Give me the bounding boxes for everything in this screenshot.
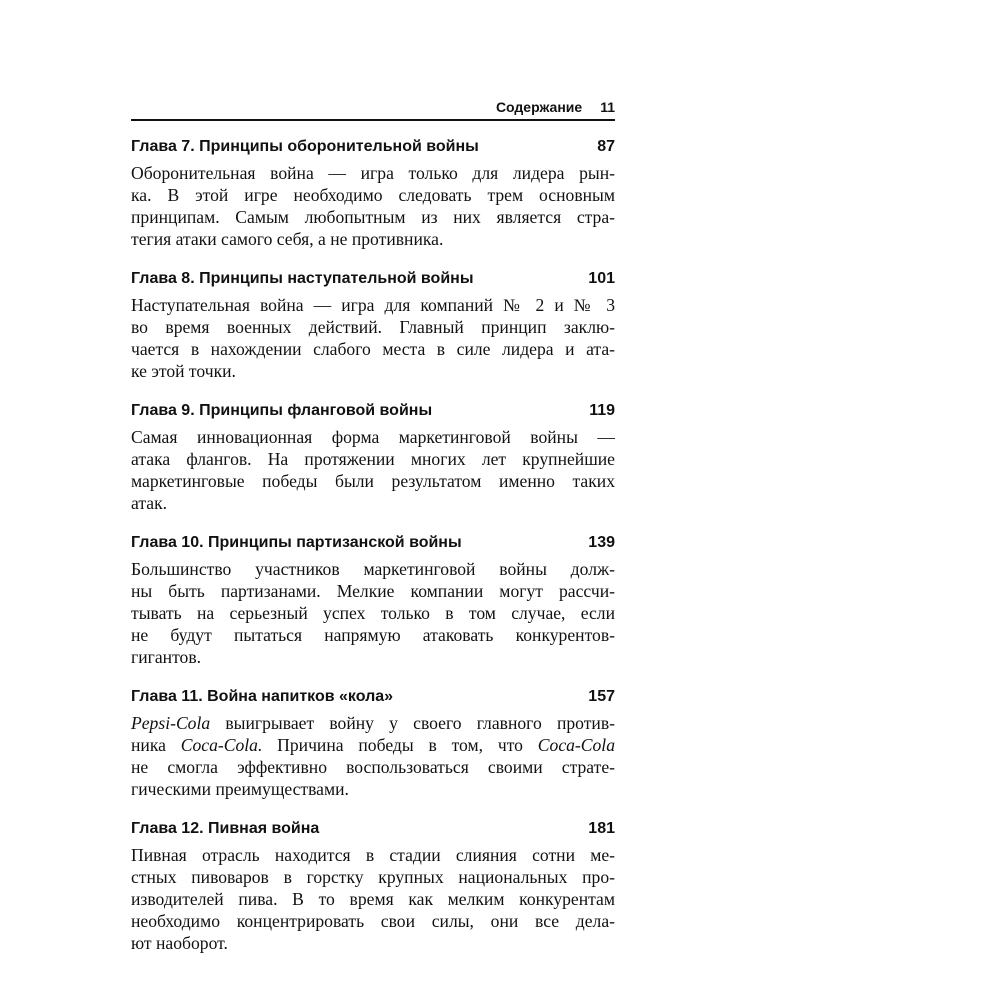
summary-line: тывать на серьезный успех только в том случае, если bbox=[131, 603, 615, 623]
summary-line: ка. В этой игре необходимо следовать трем основным bbox=[131, 185, 615, 205]
summary-line bbox=[131, 734, 615, 756]
summary-line: гигантов. bbox=[131, 647, 202, 667]
toc-entry-chapter-8 bbox=[131, 266, 615, 382]
summary-line: маркетинговые победы были результатом именно таких bbox=[131, 471, 615, 491]
chapter-title: Глава 9. Принципы фланговой войны bbox=[131, 402, 433, 419]
chapter-page: 139 bbox=[588, 534, 615, 551]
toc-entry-chapter-12 bbox=[131, 816, 615, 954]
chapter-title: Глава 10. Принципы партизанской войны bbox=[131, 534, 462, 551]
summary-line: стных пивоваров в горстку крупных национальных про- bbox=[131, 867, 615, 887]
summary-line: атак. bbox=[131, 493, 168, 513]
summary-line: Пивная отрасль находится в стадии слияния сотни ме- bbox=[131, 845, 615, 865]
header-rule bbox=[131, 119, 615, 121]
summary-line: Большинство участников маркетинговой войны долж- bbox=[131, 559, 615, 579]
toc-entry-heading bbox=[131, 266, 615, 292]
summary-line: чается в нахождении слабого места в силе лидера и ата- bbox=[131, 339, 615, 359]
chapter-summary bbox=[131, 162, 615, 250]
chapter-page: 119 bbox=[589, 402, 615, 419]
toc-entry-heading bbox=[131, 816, 615, 842]
brand-name-coca-cola: Coca-Cola bbox=[537, 735, 615, 755]
toc-entry-heading bbox=[131, 530, 615, 556]
summary-line: ют наоборот. bbox=[131, 933, 228, 953]
chapter-summary bbox=[131, 844, 615, 954]
chapter-summary bbox=[131, 558, 615, 668]
toc-entry-chapter-10 bbox=[131, 530, 615, 668]
toc-entry-chapter-9 bbox=[131, 398, 615, 514]
chapter-page: 87 bbox=[597, 138, 615, 155]
summary-line: Оборонительная война — игра только для лидера рын- bbox=[131, 163, 615, 183]
summary-line: ны быть партизанами. Мелкие компании могут рассчи- bbox=[131, 581, 615, 601]
chapter-page: 181 bbox=[588, 820, 615, 837]
chapter-summary bbox=[131, 712, 615, 800]
summary-text: Причина победы в том, что bbox=[262, 735, 538, 755]
summary-line: не будут пытаться напрямую атаковать конкурентов- bbox=[131, 625, 615, 645]
toc-entry-heading bbox=[131, 398, 615, 424]
toc-entry-heading bbox=[131, 134, 615, 160]
chapter-title: Глава 7. Принципы оборонительной войны bbox=[131, 138, 479, 155]
toc-entry-chapter-11 bbox=[131, 684, 615, 800]
summary-line: во время военных действий. Главный принцип заклю- bbox=[131, 317, 615, 337]
summary-line bbox=[131, 712, 615, 734]
chapter-summary bbox=[131, 294, 615, 382]
summary-line: тегия атаки самого себя, а не противника. bbox=[131, 229, 444, 249]
summary-line: необходимо концентрировать свои силы, они все дела- bbox=[131, 911, 615, 931]
summary-line: Самая инновационная форма маркетинговой войны — bbox=[131, 427, 615, 447]
summary-line: не смогла эффективно воспользоваться своими страте- bbox=[131, 757, 615, 777]
chapter-page: 157 bbox=[588, 688, 615, 705]
summary-line: изводителей пива. В то время как мелким конкурентам bbox=[131, 889, 615, 909]
table-of-contents bbox=[131, 134, 615, 954]
chapter-summary bbox=[131, 426, 615, 514]
summary-line: атака флангов. На протяжении многих лет крупнейшие bbox=[131, 449, 615, 469]
brand-name-coca-cola: Coca-Cola. bbox=[180, 735, 263, 755]
toc-entry-heading bbox=[131, 684, 615, 710]
summary-line: принципам. Самым любопытным из них является стра- bbox=[131, 207, 615, 227]
summary-line: ке этой точки. bbox=[131, 361, 236, 381]
chapter-title: Глава 12. Пивная война bbox=[131, 820, 320, 837]
summary-line: гическими преимуществами. bbox=[131, 779, 349, 799]
chapter-title: Глава 8. Принципы наступательной войны bbox=[131, 270, 474, 287]
chapter-page: 101 bbox=[588, 270, 615, 287]
toc-entry-chapter-7 bbox=[131, 134, 615, 250]
summary-line: Наступательная война — игра для компаний № 2 и № 3 bbox=[131, 295, 615, 315]
summary-text: ника bbox=[131, 735, 181, 755]
summary-text: выигрывает войну у своего главного против- bbox=[210, 713, 615, 733]
chapter-title: Глава 11. Война напитков «кола» bbox=[131, 688, 394, 705]
brand-name-pepsi: Pepsi-Cola bbox=[131, 713, 211, 733]
page-number: 11 bbox=[600, 99, 615, 115]
running-head-title: Содержание bbox=[495, 99, 583, 115]
running-head bbox=[131, 97, 615, 117]
